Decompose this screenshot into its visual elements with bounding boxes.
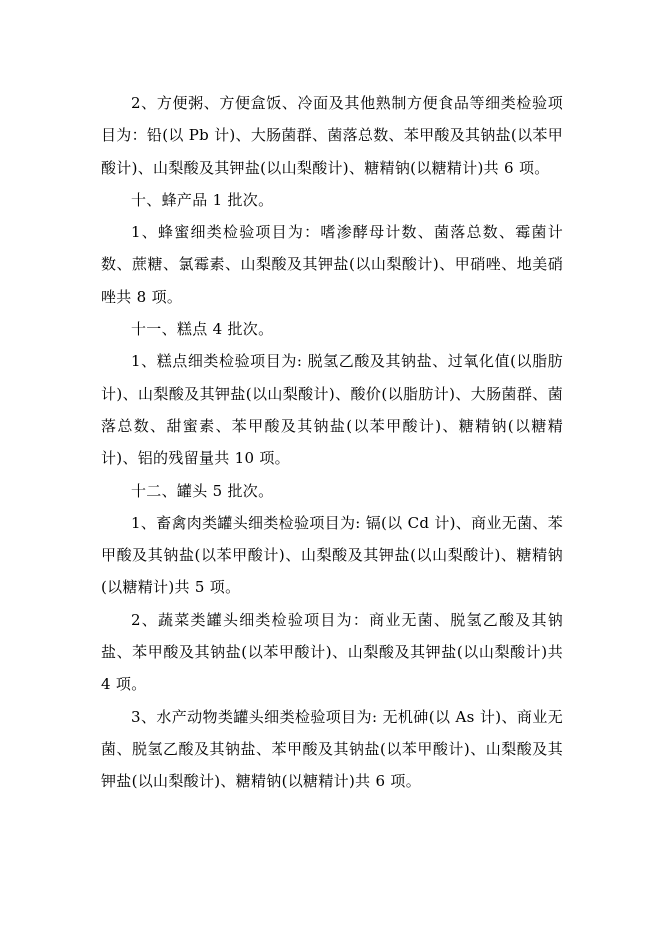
paragraph-canned-aquatic-items: 3、水产动物类罐头细类检验项目为: 无机砷(以 As 计)、商业无菌、脱氢乙酸及其钠盐、苯甲酸及其钠盐(以苯甲酸计)、山梨酸及其钾盐(以山梨酸计)、糖精钠(以糖精计)共 6 项。 bbox=[101, 707, 563, 791]
heading-canned-food: 十二、罐头 5 批次。 bbox=[131, 481, 274, 500]
paragraph-honey-items: 1、蜂蜜细类检验项目为：嗜渗酵母计数、菌落总数、霉菌计数、蔗糖、氯霉素、山梨酸及其钾盐(以山梨酸计)、甲硝唑、地美硝唑共 8 项。 bbox=[101, 223, 563, 306]
document-body bbox=[101, 87, 563, 798]
heading-pastry: 十一、糕点 4 批次。 bbox=[131, 320, 274, 339]
paragraph-canned-meat-items: 1、畜禽肉类罐头细类检验项目为: 镉(以 Cd 计)、商业无菌、苯甲酸及其钠盐(以苯甲酸计)、山梨酸及其钾盐(以山梨酸计)、糖精钠(以糖精计)共 5 项。 bbox=[101, 513, 563, 597]
paragraph-pastry-items: 1、糕点细类检验项目为: 脱氢乙酸及其钠盐、过氧化值(以脂肪计)、山梨酸及其钾盐(以山梨酸计)、酸价(以脂肪计)、大肠菌群、菌落总数、甜蜜素、苯甲酸及其钠盐(以苯甲酸计)、糖精钠(以糖精计)、铝的残留量共 10 项。 bbox=[101, 352, 563, 468]
heading-bee-products: 十、蜂产品 1 批次。 bbox=[131, 190, 274, 209]
paragraph-canned-vegetable-items: 2、蔬菜类罐头细类检验项目为：商业无菌、脱氢乙酸及其钠盐、苯甲酸及其钠盐(以苯甲酸计)、山梨酸及其钾盐(以山梨酸计)共 4 项。 bbox=[101, 610, 563, 694]
paragraph-instant-food-items: 2、方便粥、方便盒饭、冷面及其他熟制方便食品等细类检验项目为：铅(以 Pb 计)、大肠菌群、菌落总数、苯甲酸及其钠盐(以苯甲酸计)、山梨酸及其钾盐(以山梨酸计)、糖精钠(以糖精计)共 6 项。 bbox=[101, 94, 563, 177]
